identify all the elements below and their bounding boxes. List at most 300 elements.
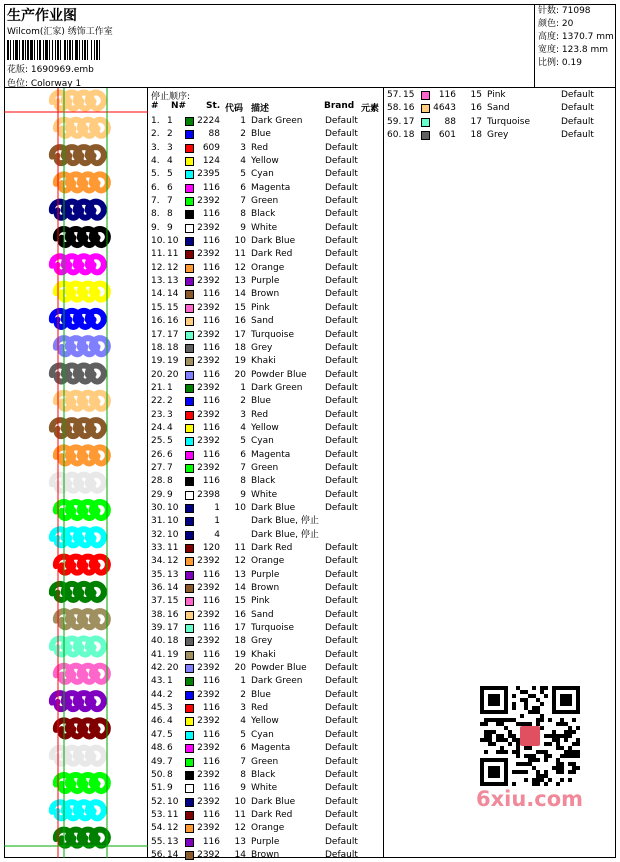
table-row — [148, 756, 380, 769]
embroidery-motif — [92, 338, 108, 354]
qr-module — [544, 770, 548, 774]
row-needle: 17 — [403, 116, 415, 127]
row-brand: Default — [325, 302, 358, 313]
qr-module — [504, 718, 508, 722]
table-row — [148, 195, 380, 208]
row-index: 56. — [151, 849, 166, 860]
qr-module — [528, 710, 532, 714]
embroidery-motif — [88, 748, 104, 764]
row-stitches: 116 — [202, 676, 220, 687]
embroidery-motif — [92, 611, 108, 627]
row-needle: 6 — [167, 182, 173, 193]
qr-module — [560, 734, 564, 738]
row-index: 21. — [151, 382, 166, 393]
qr-module — [556, 782, 560, 786]
row-brand: Default — [325, 236, 358, 247]
qr-module — [524, 722, 528, 726]
row-description: Magenta — [251, 182, 291, 193]
qr-module — [540, 750, 544, 754]
qr-module — [572, 750, 576, 754]
qr-module — [516, 754, 520, 758]
row-description: Brown — [251, 583, 280, 594]
row-code: 13 — [234, 276, 246, 287]
row-code: 4 — [240, 422, 246, 433]
row-description: Pink — [251, 596, 270, 607]
qr-module — [504, 738, 508, 742]
row-code: 6 — [240, 182, 246, 193]
qr-module — [560, 746, 564, 750]
row-code: 8 — [240, 769, 246, 780]
stop-sequence-panel — [148, 88, 384, 858]
row-stitches: 116 — [202, 649, 220, 660]
qr-module — [540, 774, 544, 778]
qr-finder — [488, 694, 500, 706]
row-brand: Default — [325, 222, 358, 233]
qr-module — [508, 718, 512, 722]
embroidery-motif — [88, 475, 104, 491]
color-swatch — [185, 571, 194, 580]
row-index: 51. — [151, 783, 166, 794]
qr-module — [548, 718, 552, 722]
row-stitches: 116 — [202, 596, 220, 607]
row-description: Green — [251, 462, 279, 473]
qr-module — [544, 694, 548, 698]
color-swatch — [185, 304, 194, 313]
qr-module — [572, 766, 576, 770]
color-swatch — [185, 731, 194, 740]
qr-module — [512, 694, 516, 698]
col-header-description: 描述 — [251, 104, 270, 114]
row-description: Khaki — [251, 649, 276, 660]
row-stitches: 2392 — [197, 663, 220, 674]
row-description: White — [251, 222, 278, 233]
row-brand: Default — [325, 543, 358, 553]
color-swatch — [185, 170, 194, 179]
row-code: 7 — [240, 756, 246, 767]
row-code: 4 — [240, 156, 246, 167]
row-description: Cyan — [251, 169, 274, 180]
row-needle: 8 — [167, 476, 173, 487]
qr-module — [552, 766, 556, 770]
row-needle: 4 — [167, 716, 173, 727]
watermark-logo: 6xiu.com — [476, 787, 584, 811]
qr-module — [544, 774, 548, 778]
row-brand: Default — [325, 276, 358, 287]
row-index: 38. — [151, 609, 166, 620]
embroidery-motif — [92, 502, 108, 518]
embroidery-motif — [92, 666, 108, 682]
qr-module — [524, 690, 528, 694]
qr-module — [524, 770, 528, 774]
qr-module — [536, 774, 540, 778]
color-swatch — [185, 397, 194, 406]
table-row — [148, 208, 380, 221]
row-code: 17 — [470, 116, 482, 127]
qr-module — [488, 734, 492, 738]
row-needle: 3 — [167, 142, 173, 153]
row-needle: 14 — [167, 849, 179, 860]
table-row — [148, 542, 380, 555]
qr-module — [480, 738, 484, 742]
row-stitches: 116 — [202, 569, 220, 580]
qr-module — [524, 754, 528, 758]
row-index: 30. — [151, 502, 166, 513]
color-table-right — [384, 89, 616, 142]
row-brand: Default — [325, 783, 358, 794]
table-row — [148, 849, 380, 862]
row-needle: 12 — [167, 823, 179, 834]
row-index: 53. — [151, 809, 166, 820]
qr-module — [528, 722, 532, 726]
qr-module — [552, 734, 556, 738]
row-index: 49. — [151, 756, 166, 767]
row-brand: Default — [561, 130, 594, 141]
row-code: 10 — [234, 796, 246, 807]
table-row — [148, 449, 380, 462]
qr-module — [576, 750, 580, 754]
row-stitches: 2392 — [197, 609, 220, 620]
row-stitches: 116 — [202, 422, 220, 433]
table-row — [148, 809, 380, 822]
color-swatch — [185, 531, 194, 540]
row-brand: Default — [325, 289, 358, 300]
row-description: White — [251, 489, 278, 500]
color-swatch — [185, 544, 194, 553]
qr-module — [540, 718, 544, 722]
row-brand: Default — [325, 169, 358, 180]
row-needle: 4 — [167, 422, 173, 433]
color-swatch — [421, 104, 430, 113]
qr-module — [520, 714, 524, 718]
row-code: 20 — [234, 663, 246, 674]
row-brand: Default — [325, 623, 358, 634]
row-index: 44. — [151, 689, 166, 700]
row-needle: 5 — [167, 729, 173, 740]
row-brand: Default — [325, 556, 358, 567]
row-code: 11 — [234, 249, 246, 260]
row-brand: Default — [325, 262, 358, 273]
color-swatch — [185, 411, 194, 420]
row-stitches: 116 — [202, 236, 220, 247]
row-index: 22. — [151, 396, 166, 407]
color-swatch — [185, 557, 194, 566]
row-needle: 15 — [403, 90, 415, 100]
qr-module — [524, 778, 528, 782]
row-description: Turquoise — [251, 329, 295, 340]
row-index: 19. — [151, 356, 166, 367]
embroidery-motif — [88, 256, 104, 272]
qr-module — [576, 742, 580, 746]
row-code: 15 — [234, 302, 246, 313]
row-index: 54. — [151, 823, 166, 834]
row-needle: 16 — [167, 609, 179, 620]
row-needle: 1 — [167, 676, 173, 687]
qr-module — [532, 710, 536, 714]
qr-module — [560, 766, 564, 770]
row-stitches: 116 — [202, 836, 220, 847]
row-stitches: 609 — [202, 142, 220, 153]
row-brand: Default — [325, 142, 358, 153]
embroidery-motif — [92, 720, 108, 736]
embroidery-motif — [92, 447, 108, 463]
qr-module — [568, 778, 572, 782]
color-swatch — [185, 264, 194, 273]
row-brand: Default — [325, 369, 358, 380]
qr-module — [544, 758, 548, 762]
row-brand: Default — [325, 716, 358, 727]
row-needle: 6 — [167, 743, 173, 754]
table-row — [384, 116, 616, 129]
embroidery-motif — [88, 420, 104, 436]
row-index: 52. — [151, 796, 166, 807]
qr-module — [556, 738, 560, 742]
row-index: 11. — [151, 249, 166, 260]
color-swatch — [185, 611, 194, 620]
table-row — [148, 769, 380, 782]
row-stitches: 2392 — [197, 823, 220, 834]
row-index: 25. — [151, 436, 166, 447]
row-index: 58. — [387, 103, 402, 114]
qr-module — [532, 686, 536, 690]
table-row — [148, 836, 380, 849]
table-row — [148, 262, 380, 275]
qr-module — [568, 734, 572, 738]
col-header-code: 代码 — [225, 104, 244, 114]
row-code: 13 — [234, 836, 246, 847]
row-description: Grey — [251, 636, 273, 647]
embroidery-motif — [88, 639, 104, 655]
embroidery-motif — [88, 311, 104, 327]
row-code: 3 — [240, 142, 246, 153]
row-index: 23. — [151, 409, 166, 420]
col-header-stitches: St. — [206, 101, 221, 111]
table-row — [148, 715, 380, 728]
row-stitches: 2392 — [197, 462, 220, 473]
row-stitches: 116 — [202, 476, 220, 487]
table-row — [148, 649, 380, 662]
row-code: 16 — [470, 103, 482, 114]
row-stitches: 116 — [202, 756, 220, 767]
color-swatch — [185, 597, 194, 606]
table-row — [148, 555, 380, 568]
row-index: 31. — [151, 516, 166, 527]
table-row — [148, 288, 380, 301]
qr-module — [500, 750, 504, 754]
row-stitches: 124 — [202, 156, 220, 167]
color-swatch — [185, 758, 194, 767]
row-stitches: 2392 — [197, 556, 220, 567]
qr-module — [520, 762, 524, 766]
embroidery-motif — [92, 557, 108, 573]
qr-module — [568, 754, 572, 758]
row-code: 15 — [234, 596, 246, 607]
row-code: 9 — [240, 222, 246, 233]
qr-module — [536, 770, 540, 774]
design-height: 高度: 1370.7 mm — [538, 32, 614, 42]
row-needle: 2 — [167, 396, 173, 407]
qr-module — [532, 778, 536, 782]
row-index: 45. — [151, 703, 166, 714]
embroidery-motif — [92, 174, 108, 190]
qr-module — [536, 706, 540, 710]
row-needle: 10 — [167, 236, 179, 247]
row-code: 19 — [234, 649, 246, 660]
row-stitches: 2392 — [197, 716, 220, 727]
color-swatch — [185, 250, 194, 259]
row-stitches: 116 — [202, 209, 220, 220]
row-stitches: 116 — [202, 809, 220, 820]
row-description: Sand — [251, 316, 274, 327]
color-swatch — [185, 851, 194, 860]
qr-module — [544, 782, 548, 786]
qr-module — [544, 742, 548, 746]
row-code: 4 — [240, 716, 246, 727]
qr-module — [496, 750, 500, 754]
row-needle: 11 — [167, 249, 179, 260]
qr-module — [540, 702, 544, 706]
table-row — [148, 182, 380, 195]
row-description: White — [251, 783, 278, 794]
row-stitches: 88 — [444, 116, 456, 127]
table-row — [148, 409, 380, 422]
row-brand: Default — [325, 849, 358, 860]
qr-module — [504, 750, 508, 754]
embroidery-motif — [88, 202, 104, 218]
row-code: 6 — [240, 743, 246, 754]
color-swatch — [185, 771, 194, 780]
qr-module — [576, 754, 580, 758]
row-needle: 10 — [167, 529, 179, 540]
qr-module — [568, 770, 572, 774]
row-brand: Default — [325, 382, 358, 393]
color-swatch — [185, 624, 194, 633]
qr-module — [512, 706, 516, 710]
row-description: Purple — [251, 569, 280, 580]
qr-module — [556, 742, 560, 746]
row-needle: 13 — [167, 569, 179, 580]
qr-module — [564, 750, 568, 754]
row-stitches: 2392 — [197, 302, 220, 313]
table-row — [148, 422, 380, 435]
row-code: 19 — [234, 356, 246, 367]
row-brand: Default — [325, 436, 358, 447]
qr-module — [536, 722, 540, 726]
row-index: 55. — [151, 836, 166, 847]
qr-module — [564, 730, 568, 734]
qr-module — [572, 730, 576, 734]
qr-module — [560, 718, 564, 722]
row-brand: Default — [325, 316, 358, 327]
row-description: Red — [251, 703, 269, 714]
row-code: 15 — [470, 90, 482, 100]
qr-module — [484, 750, 488, 754]
qr-module — [480, 722, 484, 726]
row-code: 2 — [240, 396, 246, 407]
table-row — [148, 515, 380, 528]
row-brand: Default — [325, 409, 358, 420]
col-header-no: # — [151, 101, 159, 111]
color-swatch — [185, 197, 194, 206]
row-needle: 16 — [167, 316, 179, 327]
row-needle: 1 — [167, 382, 173, 393]
qr-module — [496, 718, 500, 722]
color-swatch — [185, 331, 194, 340]
row-needle: 11 — [167, 543, 179, 553]
row-code: 10 — [234, 502, 246, 513]
row-description: Dark Blue — [251, 236, 296, 247]
row-needle: 19 — [167, 356, 179, 367]
color-swatch — [185, 117, 194, 126]
qr-logo — [520, 726, 540, 746]
qr-module — [500, 734, 504, 738]
row-needle: 10 — [167, 516, 179, 527]
row-index: 33. — [151, 543, 166, 553]
row-description: Black — [251, 476, 276, 487]
row-needle: 7 — [167, 462, 173, 473]
qr-module — [516, 770, 520, 774]
color-swatch — [185, 477, 194, 486]
embroidery-preview — [4, 88, 148, 858]
color-swatch — [421, 91, 430, 100]
row-description: Dark Blue, 停止 — [251, 529, 319, 540]
qr-module — [512, 718, 516, 722]
row-brand: Default — [325, 462, 358, 473]
row-description: Orange — [251, 823, 285, 834]
row-needle: 8 — [167, 209, 173, 220]
qr-module — [532, 782, 536, 786]
row-stitches: 2392 — [197, 409, 220, 420]
row-stitches: 116 — [438, 90, 456, 100]
row-description: Black — [251, 769, 276, 780]
row-code: 8 — [240, 209, 246, 220]
row-description: Green — [251, 196, 279, 207]
row-stitches: 116 — [202, 623, 220, 634]
qr-module — [576, 738, 580, 742]
row-brand: Default — [325, 476, 358, 487]
row-description: Blue — [251, 129, 271, 140]
row-brand: Default — [325, 836, 358, 847]
table-row — [148, 142, 380, 155]
table-row — [148, 369, 380, 382]
table-row — [148, 115, 380, 128]
table-row — [148, 742, 380, 755]
qr-module — [536, 710, 540, 714]
qr-module — [572, 742, 576, 746]
row-brand: Default — [325, 636, 358, 647]
barcode-bar — [100, 40, 102, 60]
row-code: 16 — [234, 316, 246, 327]
qr-module — [488, 742, 492, 746]
row-code: 18 — [234, 636, 246, 647]
qr-module — [560, 754, 564, 758]
row-index: 13. — [151, 276, 166, 287]
embroidery-motif — [92, 229, 108, 245]
row-code: 11 — [234, 809, 246, 820]
row-needle: 17 — [167, 329, 179, 340]
row-brand: Default — [325, 156, 358, 167]
row-code: 5 — [240, 436, 246, 447]
qr-module — [520, 690, 524, 694]
row-description: Powder Blue — [251, 369, 307, 380]
qr-module — [564, 734, 568, 738]
row-code: 17 — [234, 623, 246, 634]
row-needle: 7 — [167, 756, 173, 767]
row-needle: 2 — [167, 689, 173, 700]
color-swatch — [185, 144, 194, 153]
qr-module — [508, 734, 512, 738]
qr-module — [512, 702, 516, 706]
row-needle: 3 — [167, 703, 173, 714]
